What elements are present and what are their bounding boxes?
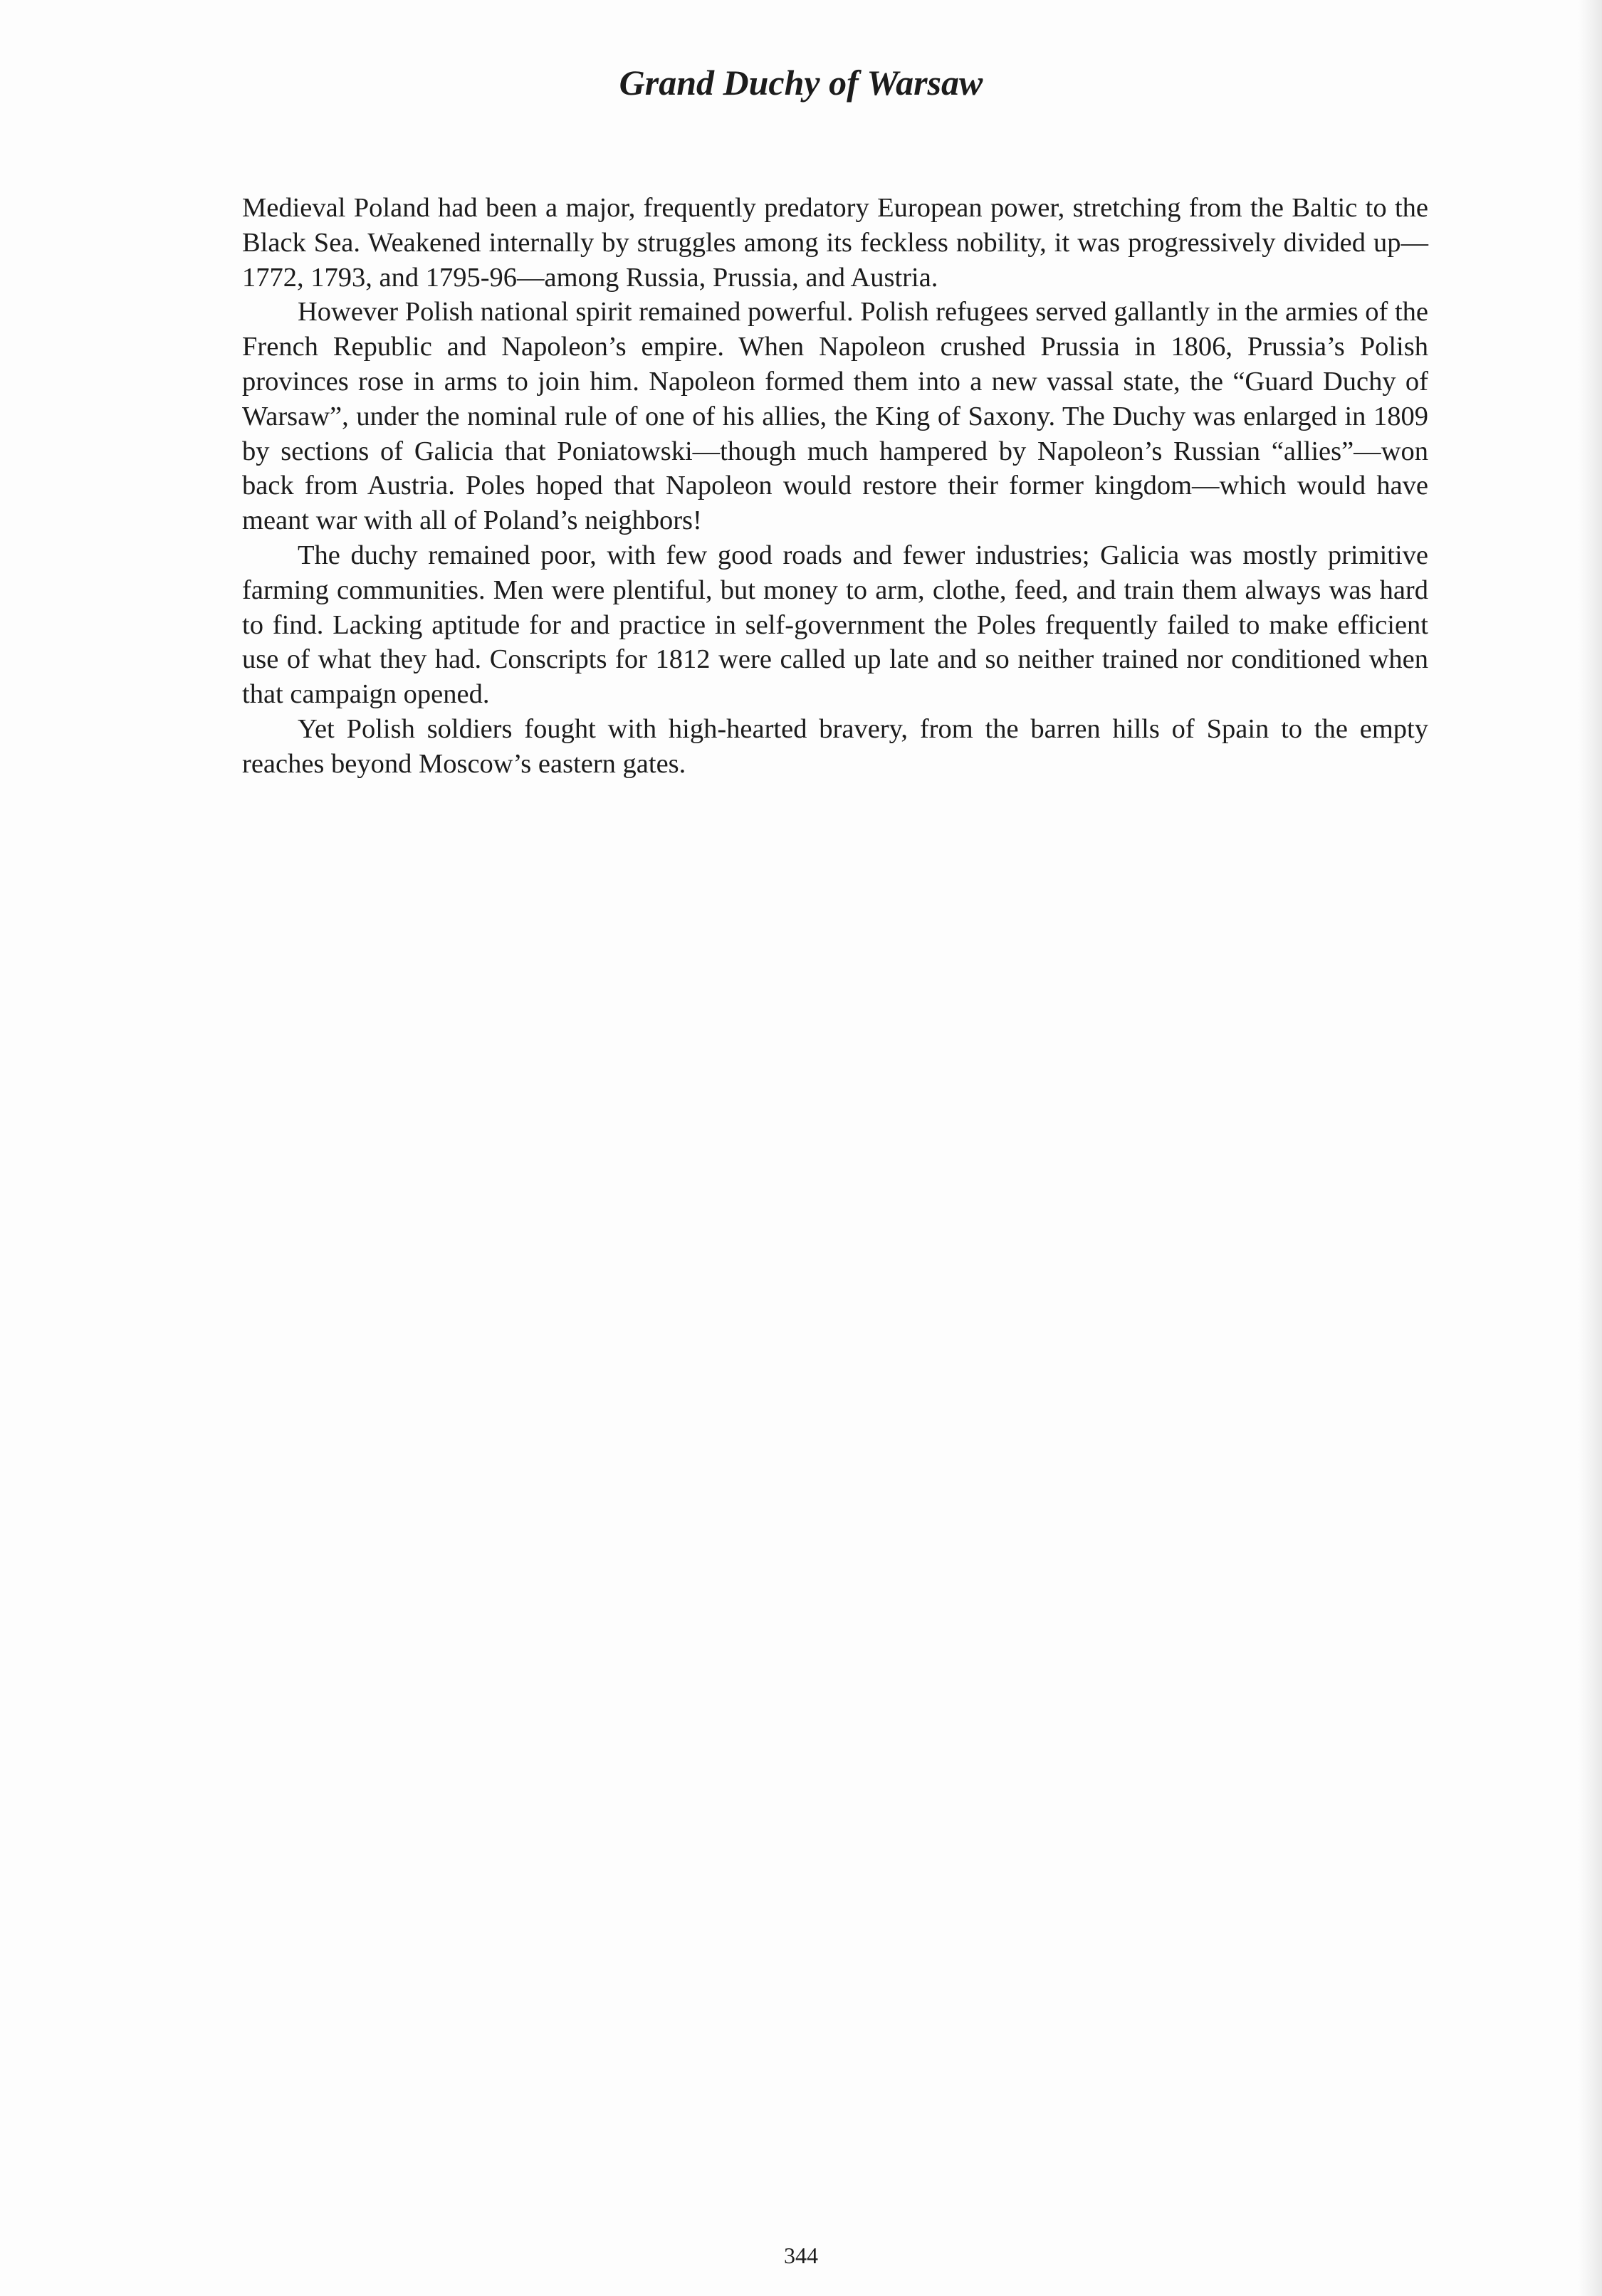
page-number: 344 xyxy=(784,2243,818,2268)
paragraph-4: Yet Polish soldiers fought with high-hearted bravery, from the barren hills of Spain to the empty reaches beyond Moscow’s eastern gates. xyxy=(242,713,1428,779)
body-text xyxy=(242,191,1428,782)
paragraph-2: However Polish national spirit remained powerful. Polish refugees served gallantly in the armies of the French Republic and Napoleon’s empire. When Napoleon crushed Prussia in 1806, Prussia’s Polish provinces rose in arms to join him. Napoleon formed them into a new vassal state, the “Guard Duchy of Warsaw”, under the nominal rule of one of his allies, the King of Saxony. The Duchy was enlarged in 1809 by sections of Galicia that Poniatowski—though much hampered by Napoleon’s Russian “allies”—won back from Austria. Poles hoped that Napoleon would restore their former kingdom—which would have meant war with all of Poland’s neighbors! xyxy=(242,297,1428,536)
paragraph-1: Medieval Poland had been a major, frequently predatory European power, stretching from the Baltic to the Black Sea. Weakened internally by struggles among its feckless nobility, it was progressively divided up—1772, 1793, and 1795-96—among Russia, Prussia, and Austria. xyxy=(242,193,1428,293)
paragraph-3: The duchy remained poor, with few good roads and fewer industries; Galicia was mostly primitive farming communities. Men were plentiful, but money to arm, clothe, feed, and train them always was hard to find. Lacking aptitude for and practice in self-government the Poles frequently failed to make efficient use of what they had. Conscripts for 1812 were called up late and so neither trained nor conditioned when that campaign opened. xyxy=(242,540,1428,710)
page-edge-shadow xyxy=(1578,0,1602,2296)
page-title: Grand Duchy of Warsaw xyxy=(619,63,983,103)
